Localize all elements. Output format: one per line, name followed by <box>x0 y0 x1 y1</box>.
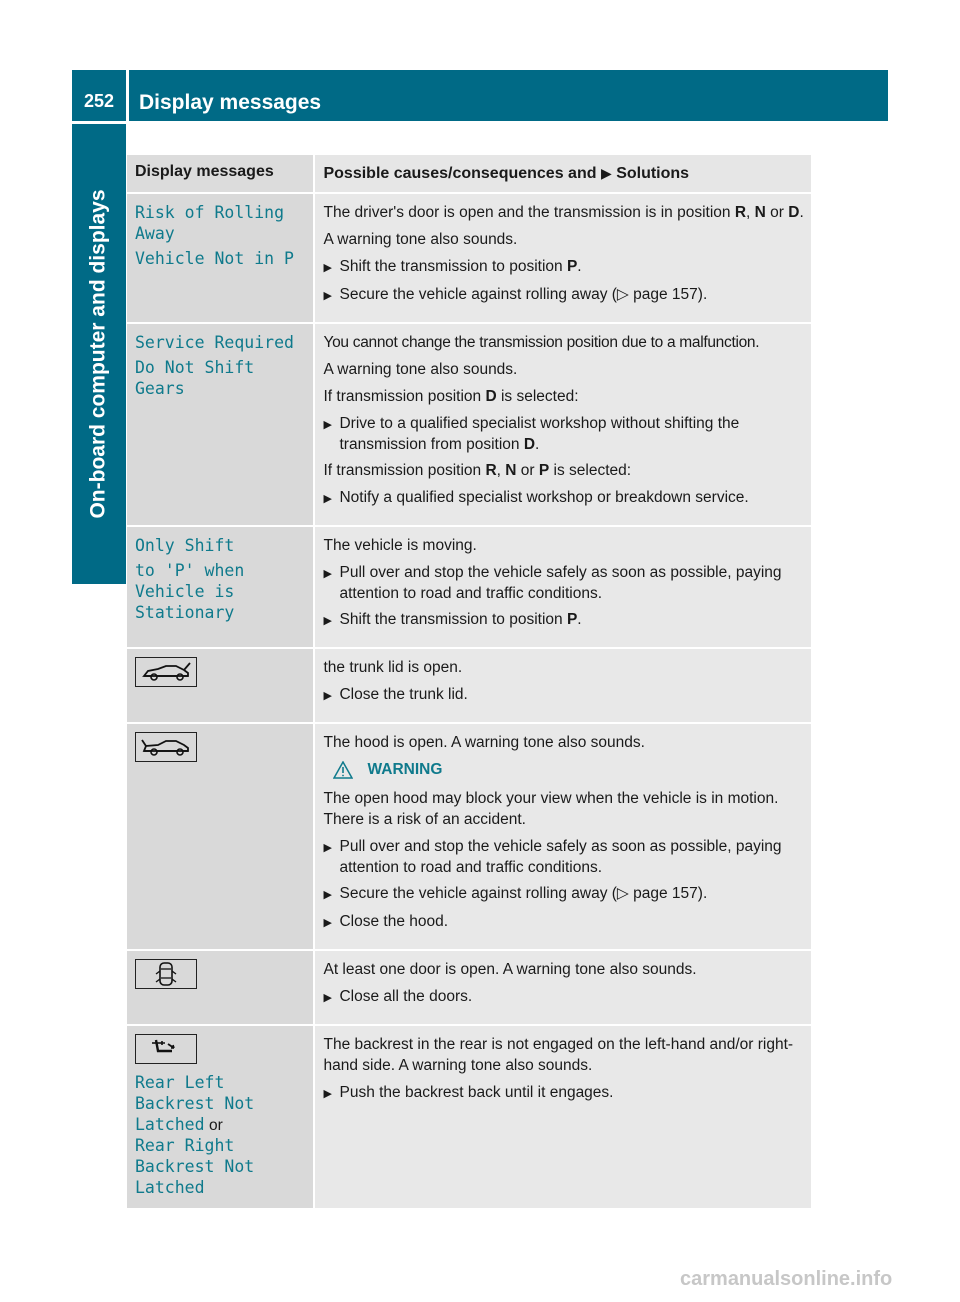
display-message: to 'P' when Vehicle is Stationary <box>135 561 245 622</box>
step-text <box>339 256 805 279</box>
table-row <box>127 649 811 724</box>
text-part: Drive to a qualified specialist workshop without shifting the transmission from position <box>339 415 740 453</box>
cause-text <box>323 202 805 223</box>
text-part: . <box>535 436 540 453</box>
table-row <box>127 724 811 951</box>
text-part: . <box>799 204 804 221</box>
text-part: is selected: <box>549 462 632 479</box>
step-text: Secure the vehicle against rolling away (▷ page 157). <box>339 286 708 303</box>
display-messages-table <box>127 155 811 1210</box>
cause-text <box>323 460 805 481</box>
step-arrow-icon: ▶ <box>323 568 332 580</box>
cause-text: The open hood may block your view when the vehicle is in motion. There is a risk of an accident. <box>323 790 779 828</box>
text-part: The driver's door is open and the transmission is in position <box>323 204 735 221</box>
step-text <box>339 413 805 455</box>
cause-text: At least one door is open. A warning tone also sounds. <box>323 961 697 978</box>
section-side-tab <box>72 124 126 584</box>
solution-cell <box>315 194 811 322</box>
cause-text: The backrest in the rear is not engaged on the left-hand and/or right-hand side. A warning tone also sounds. <box>323 1036 794 1074</box>
display-message: Only Shift <box>135 536 235 555</box>
or-word: or <box>209 1117 223 1134</box>
display-message: Vehicle Not in P <box>135 249 294 268</box>
step-text: Pull over and stop the vehicle safely as soon as possible, paying attention to road and traffic conditions. <box>339 838 782 876</box>
solution-step <box>323 836 805 878</box>
gear-p: P <box>538 462 550 479</box>
text-part: . <box>577 611 582 628</box>
text-part: , <box>496 462 506 479</box>
display-message: Rear Right Backrest Not Latched <box>135 1136 255 1197</box>
backrest-icon <box>135 1034 197 1064</box>
display-message-cell <box>127 194 313 322</box>
display-message-cell <box>127 649 313 722</box>
display-message: Risk of Rolling Away <box>135 203 285 243</box>
cause-text: You cannot change the transmission position due to a malfunction. <box>323 334 760 351</box>
side-tab-label-wrap <box>72 124 126 584</box>
step-text: Push the backrest back until it engages. <box>339 1084 614 1101</box>
cause-text <box>323 386 805 407</box>
step-arrow-icon: ▶ <box>323 992 332 1004</box>
solution-step <box>323 684 805 707</box>
solution-cell <box>315 724 811 949</box>
table-row <box>127 951 811 1026</box>
display-message: Service Required <box>135 333 294 352</box>
solution-step <box>323 413 805 455</box>
gear-d: D <box>788 204 800 221</box>
solution-cell <box>315 649 811 722</box>
solution-step <box>323 487 805 510</box>
door-open-icon <box>135 959 197 989</box>
display-message: Rear Left Backrest Not Latched <box>135 1073 255 1134</box>
column-header-display: Display messages <box>127 155 313 192</box>
text-part: or <box>765 204 789 221</box>
step-text: Close the hood. <box>339 913 449 930</box>
solution-cell <box>315 951 811 1024</box>
text-part: If transmission position <box>323 388 486 405</box>
solution-step <box>323 609 805 632</box>
cause-text: the trunk lid is open. <box>323 659 463 676</box>
step-arrow-icon: ▶ <box>323 690 332 702</box>
warning-label: WARNING <box>367 761 443 778</box>
cause-text: A warning tone also sounds. <box>323 361 518 378</box>
step-arrow-icon: ▶ <box>323 493 332 505</box>
step-arrow-icon: ▶ <box>323 615 332 627</box>
solution-step <box>323 256 805 279</box>
step-arrow-icon: ▶ <box>323 917 332 929</box>
gear-p: P <box>566 611 578 628</box>
step-arrow-icon: ▶ <box>323 419 332 431</box>
table-row <box>127 324 811 527</box>
gear-n: N <box>505 462 517 479</box>
gear-d: D <box>523 436 536 453</box>
cause-text: The vehicle is moving. <box>323 537 477 554</box>
text-part: Shift the transmission to position <box>339 258 567 275</box>
cause-text: A warning tone also sounds. <box>323 231 518 248</box>
solution-cell <box>315 1026 811 1208</box>
step-arrow-icon: ▶ <box>323 1088 332 1100</box>
solution-step <box>323 562 805 604</box>
gear-d: D <box>485 388 497 405</box>
solution-cell <box>315 324 811 525</box>
text-part: If transmission position <box>323 462 486 479</box>
display-message-cell <box>127 951 313 1024</box>
cause-text: The hood is open. A warning tone also sounds. <box>323 734 645 751</box>
display-message-cell <box>127 324 313 525</box>
text-part: is selected: <box>496 388 579 405</box>
column-header-causes-text: Possible causes/consequences and <box>323 165 597 182</box>
column-header-solutions-text: Solutions <box>616 165 690 182</box>
trunk-open-icon <box>135 657 197 687</box>
step-text <box>339 609 805 632</box>
gear-r: R <box>485 462 497 479</box>
solutions-arrow-icon: ▶ <box>600 165 612 181</box>
solution-step <box>323 986 805 1009</box>
table-row <box>127 527 811 649</box>
text-part: . <box>577 258 582 275</box>
display-message-cell <box>127 1026 313 1208</box>
step-arrow-icon: ▶ <box>323 262 332 274</box>
step-arrow-icon: ▶ <box>323 842 332 854</box>
text-part: , <box>746 204 755 221</box>
table-row <box>127 1026 811 1210</box>
display-message: Do Not Shift Gears <box>135 358 255 398</box>
step-text: Pull over and stop the vehicle safely as soon as possible, paying attention to road and traffic conditions. <box>339 564 782 602</box>
solution-step <box>323 883 805 906</box>
display-message-cell <box>127 527 313 647</box>
step-text: Secure the vehicle against rolling away (▷ page 157). <box>339 885 708 902</box>
gear-n: N <box>754 204 766 221</box>
solution-cell <box>315 527 811 647</box>
gear-p: P <box>566 258 578 275</box>
page-header <box>72 70 888 121</box>
side-tab-label: On-board computer and displays <box>87 189 110 519</box>
text-part: Shift the transmission to position <box>339 611 567 628</box>
table-header-row <box>127 155 811 194</box>
page-number: 252 <box>72 70 126 121</box>
column-header-causes <box>315 155 811 192</box>
display-message-cell <box>127 724 313 949</box>
solution-step <box>323 1082 805 1105</box>
solution-step <box>323 284 805 307</box>
text-part: or <box>516 462 539 479</box>
step-text: Notify a qualified specialist workshop or breakdown service. <box>339 489 749 506</box>
step-arrow-icon: ▶ <box>323 290 332 302</box>
warning-triangle-icon <box>333 761 353 779</box>
step-arrow-icon: ▶ <box>323 889 332 901</box>
hood-open-icon <box>135 732 197 762</box>
gear-r: R <box>734 204 747 221</box>
step-text: Close the trunk lid. <box>339 686 468 703</box>
watermark-url: carmanualsonline.info <box>680 1268 893 1290</box>
step-text: Close all the doors. <box>339 988 473 1005</box>
page-title: Display messages <box>129 70 888 121</box>
warning-heading <box>333 759 805 780</box>
table-row <box>127 194 811 324</box>
solution-step <box>323 911 805 934</box>
